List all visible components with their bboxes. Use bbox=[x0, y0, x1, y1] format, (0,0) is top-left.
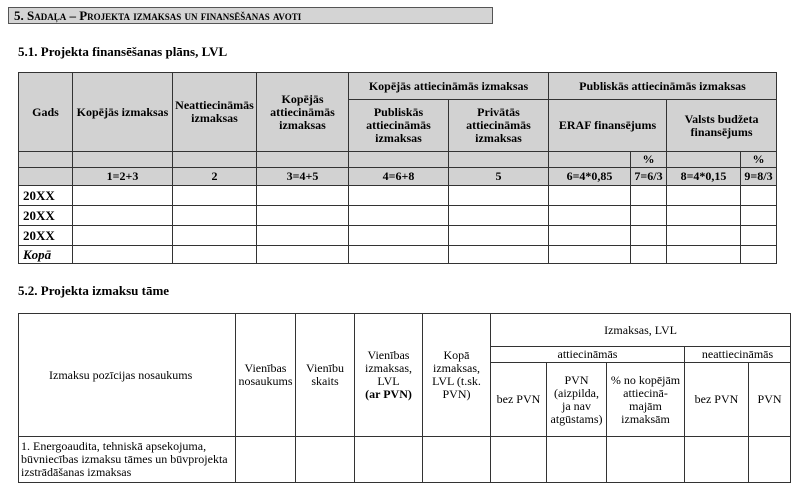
header-vienibas-nosaukums: Vienības nosaukums bbox=[236, 314, 296, 437]
header-bez-pvn-neatt: bez PVN bbox=[685, 363, 749, 437]
row-year: 20XX bbox=[19, 226, 73, 246]
header-vienibu-skaits: Vienību skaits bbox=[296, 314, 355, 437]
formula-cell: 4=6+8 bbox=[349, 168, 449, 186]
header-pozicija: Izmaksu pozīcijas nosaukums bbox=[19, 314, 236, 437]
header-vienibas-izmaksas bbox=[355, 314, 423, 437]
row-total: Kopā bbox=[19, 246, 73, 264]
formula-cell: 7=6/3 bbox=[631, 168, 667, 186]
cost-estimate-table bbox=[18, 313, 791, 483]
header-neattiecinamas: neattiecināmās bbox=[685, 347, 791, 363]
formula-cell: 9=8/3 bbox=[741, 168, 777, 186]
formula-cell: 5 bbox=[449, 168, 549, 186]
header-neattiecinamas: Neattiecināmās izmaksas bbox=[173, 73, 257, 152]
header-pvn-aizpilda: PVN (aizpilda, ja nav atgūstams) bbox=[547, 363, 607, 437]
header-valsts: Valsts budžeta finansējums bbox=[667, 100, 777, 152]
header-pct-no-kopejam: % no kopējām attiecināmajām izmaksām bbox=[607, 363, 685, 437]
header-kopejas-izmaksas: Kopējās izmaksas bbox=[73, 73, 173, 152]
section-title: 5. Sadaļa – Projekta izmaksas un finansēšanas avoti bbox=[8, 7, 493, 24]
header-privatas: Privātās attiecināmās izmaksas bbox=[449, 100, 549, 152]
financing-plan-table bbox=[18, 72, 777, 264]
header-izmaksas-group: Izmaksas, LVL bbox=[491, 314, 791, 347]
formula-cell: 6=4*0,85 bbox=[549, 168, 631, 186]
header-ar-pvn: (ar PVN) bbox=[365, 387, 412, 401]
header-pct-valsts: % bbox=[741, 152, 777, 168]
header-vienibas-izmaksas-label: Vienības izmaksas, LVL bbox=[365, 348, 412, 388]
header-group-publiskas: Publiskās attiecināmās izmaksas bbox=[549, 73, 777, 100]
header-kopa-izmaksas: Kopā izmaksas, LVL (t.sk. PVN) bbox=[423, 314, 491, 437]
header-bez-pvn: bez PVN bbox=[491, 363, 547, 437]
subsection-title-5-1: 5.1. Projekta finansēšanas plāns, LVL bbox=[18, 44, 228, 59]
header-eraf: ERAF finansējums bbox=[549, 100, 667, 152]
header-pct-eraf: % bbox=[631, 152, 667, 168]
formula-cell: 1=2+3 bbox=[73, 168, 173, 186]
row-year: 20XX bbox=[19, 206, 73, 226]
row-year: 20XX bbox=[19, 186, 73, 206]
subsection-title-5-2: 5.2. Projekta izmaksu tāme bbox=[18, 283, 170, 298]
header-publiskas: Publiskās attiecināmās izmaksas bbox=[349, 100, 449, 152]
header-gads: Gads bbox=[19, 73, 73, 152]
header-pvn-neatt: PVN bbox=[749, 363, 791, 437]
header-group-kopeja-attiecinamas: Kopējās attiecināmās izmaksas bbox=[349, 73, 549, 100]
row-energoaudits: 1. Energoaudita, tehniskā apsekojuma, būvniecības izmaksu tāmes un būvprojekta izstrādāšanas izmaksas bbox=[19, 437, 236, 483]
formula-cell: 3=4+5 bbox=[257, 168, 349, 186]
formula-cell: 2 bbox=[173, 168, 257, 186]
header-kopejas-attiecinamas: Kopējās attiecināmās izmaksas bbox=[257, 73, 349, 152]
header-attiecinamas: attiecināmās bbox=[491, 347, 685, 363]
formula-cell: 8=4*0,15 bbox=[667, 168, 741, 186]
